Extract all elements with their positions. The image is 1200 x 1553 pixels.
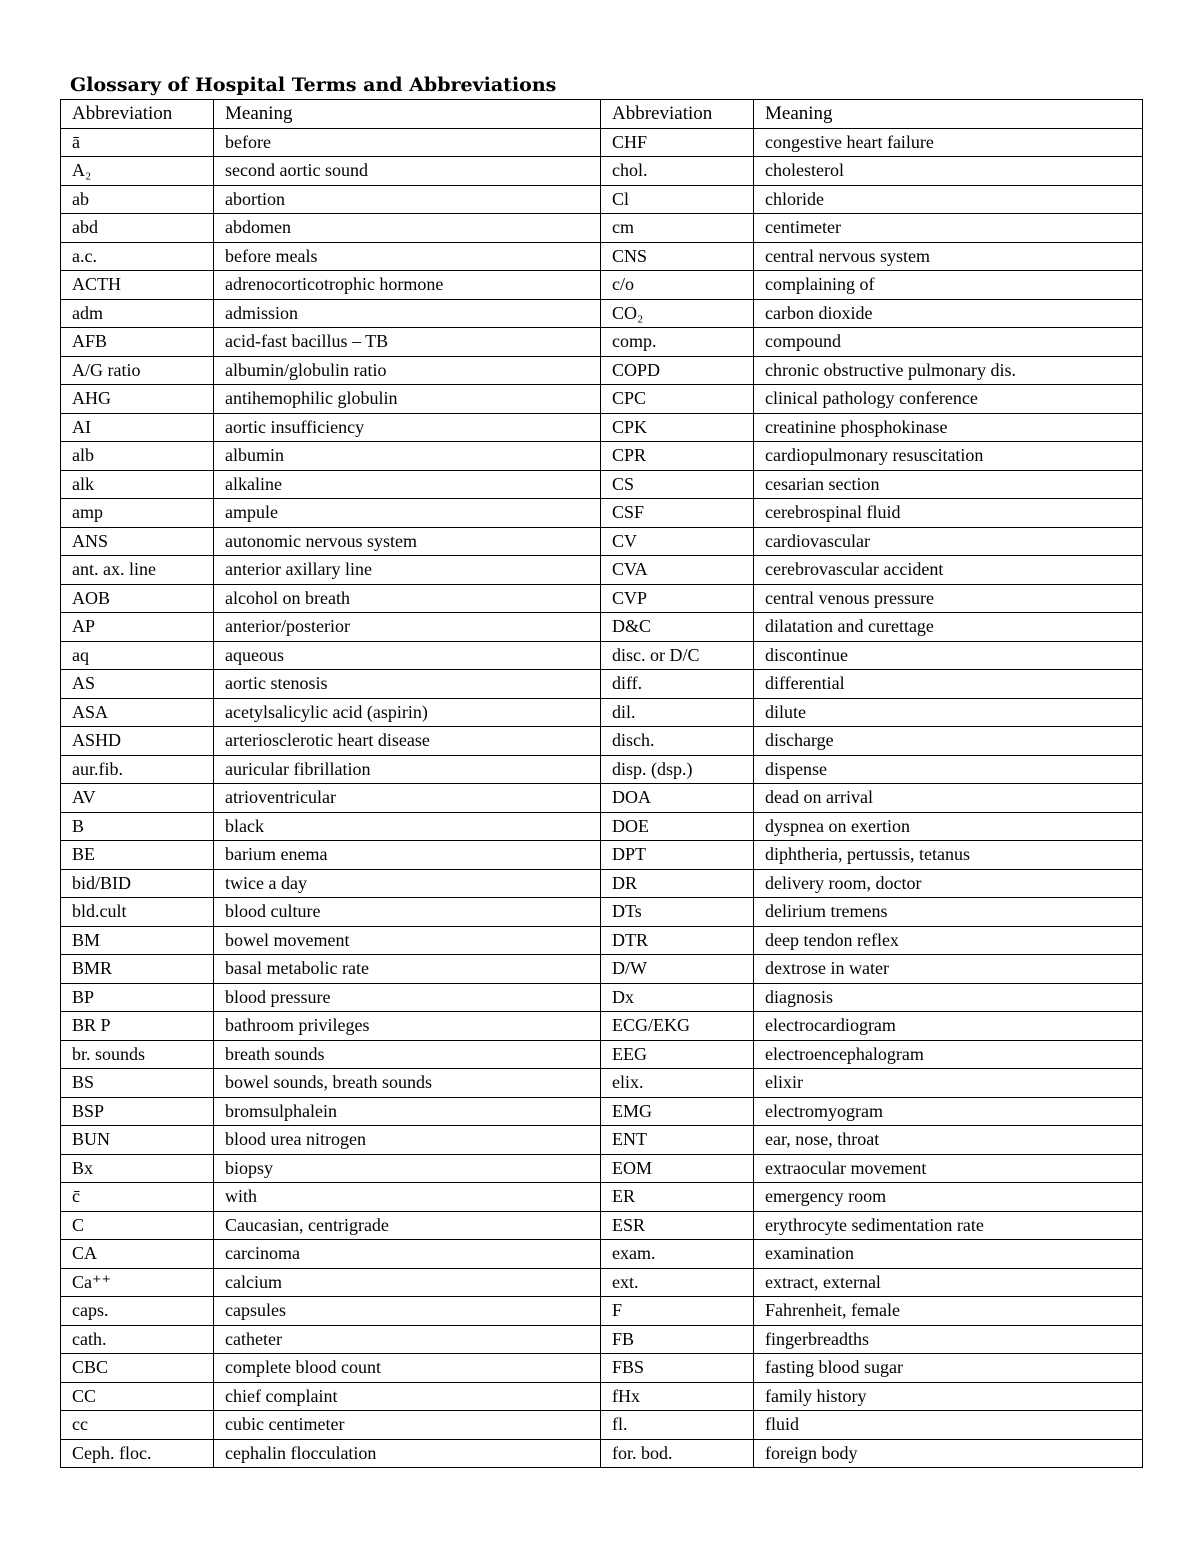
meaning-cell: blood pressure: [214, 983, 601, 1012]
abbreviation-cell-2: fHx: [601, 1382, 754, 1411]
table-row: [61, 584, 1143, 613]
abbreviation-cell-2: disc. or D/C: [601, 641, 754, 670]
abbreviation-cell: BUN: [61, 1126, 214, 1155]
meaning-cell-2: clinical pathology conference: [754, 385, 1143, 414]
meaning-cell: bowel sounds, breath sounds: [214, 1069, 601, 1098]
meaning-cell: barium enema: [214, 841, 601, 870]
abbreviation-cell-2: ENT: [601, 1126, 754, 1155]
meaning-cell-2: fluid: [754, 1411, 1143, 1440]
meaning-cell: twice a day: [214, 869, 601, 898]
meaning-cell: carcinoma: [214, 1240, 601, 1269]
table-row: [61, 812, 1143, 841]
meaning-cell-2: fingerbreadths: [754, 1325, 1143, 1354]
meaning-cell: atrioventricular: [214, 784, 601, 813]
abbreviation-cell: BR P: [61, 1012, 214, 1041]
meaning-cell: black: [214, 812, 601, 841]
table-row: [61, 271, 1143, 300]
abbreviation-cell: ANS: [61, 527, 214, 556]
abbreviation-cell-2: Cl: [601, 185, 754, 214]
meaning-cell-2: discharge: [754, 727, 1143, 756]
abbreviation-cell: cath.: [61, 1325, 214, 1354]
abbreviation-cell: AI: [61, 413, 214, 442]
table-row: [61, 470, 1143, 499]
meaning-cell: alkaline: [214, 470, 601, 499]
abbreviation-cell-2: ER: [601, 1183, 754, 1212]
meaning-cell-2: dextrose in water: [754, 955, 1143, 984]
meaning-cell: second aortic sound: [214, 157, 601, 186]
meaning-cell-2: cardiopulmonary resuscitation: [754, 442, 1143, 471]
table-row: [61, 356, 1143, 385]
table-row: [61, 613, 1143, 642]
meaning-cell-2: family history: [754, 1382, 1143, 1411]
abbreviation-cell: Ceph. floc.: [61, 1439, 214, 1468]
meaning-cell-2: cesarian section: [754, 470, 1143, 499]
meaning-cell: abdomen: [214, 214, 601, 243]
column-header-meaning-2: Meaning: [754, 100, 1143, 129]
abbreviation-cell: alk: [61, 470, 214, 499]
meaning-cell: aortic insufficiency: [214, 413, 601, 442]
abbreviation-cell: AV: [61, 784, 214, 813]
abbreviation-cell-2: dil.: [601, 698, 754, 727]
table-row: [61, 1097, 1143, 1126]
abbreviation-cell: a.c.: [61, 242, 214, 271]
abbreviation-cell-2: FB: [601, 1325, 754, 1354]
table-row: [61, 898, 1143, 927]
table-row: [61, 727, 1143, 756]
meaning-cell: acetylsalicylic acid (aspirin): [214, 698, 601, 727]
abbreviation-cell-2: F: [601, 1297, 754, 1326]
meaning-cell: complete blood count: [214, 1354, 601, 1383]
abbreviation-cell: ASHD: [61, 727, 214, 756]
abbreviation-cell: A₂: [61, 157, 214, 186]
meaning-cell-2: dilute: [754, 698, 1143, 727]
abbreviation-cell: AHG: [61, 385, 214, 414]
table-header-row: [61, 100, 1143, 129]
table-row: [61, 1268, 1143, 1297]
meaning-cell: before: [214, 128, 601, 157]
table-row: [61, 128, 1143, 157]
abbreviation-cell-2: CO₂: [601, 299, 754, 328]
abbreviation-cell-2: disp. (dsp.): [601, 755, 754, 784]
meaning-cell-2: chloride: [754, 185, 1143, 214]
meaning-cell-2: cardiovascular: [754, 527, 1143, 556]
table-row: [61, 499, 1143, 528]
abbreviation-cell-2: CPC: [601, 385, 754, 414]
meaning-cell-2: emergency room: [754, 1183, 1143, 1212]
meaning-cell-2: dead on arrival: [754, 784, 1143, 813]
abbreviation-cell-2: COPD: [601, 356, 754, 385]
abbreviation-cell-2: DTR: [601, 926, 754, 955]
table-row: [61, 1325, 1143, 1354]
abbreviation-cell: adm: [61, 299, 214, 328]
meaning-cell-2: elixir: [754, 1069, 1143, 1098]
table-row: [61, 1439, 1143, 1468]
meaning-cell-2: cerebrospinal fluid: [754, 499, 1143, 528]
abbreviation-cell: Bx: [61, 1154, 214, 1183]
table-row: [61, 1040, 1143, 1069]
table-row: [61, 1183, 1143, 1212]
abbreviation-cell-2: disch.: [601, 727, 754, 756]
meaning-cell: bowel movement: [214, 926, 601, 955]
meaning-cell: aqueous: [214, 641, 601, 670]
abbreviation-cell-2: diff.: [601, 670, 754, 699]
abbreviation-cell-2: CVA: [601, 556, 754, 585]
abbreviation-cell: caps.: [61, 1297, 214, 1326]
table-row: [61, 157, 1143, 186]
abbreviation-cell: aq: [61, 641, 214, 670]
abbreviation-cell: AS: [61, 670, 214, 699]
abbreviation-cell: AOB: [61, 584, 214, 613]
table-row: [61, 385, 1143, 414]
meaning-cell: bathroom privileges: [214, 1012, 601, 1041]
abbreviation-cell-2: CS: [601, 470, 754, 499]
abbreviation-cell-2: CNS: [601, 242, 754, 271]
meaning-cell: calcium: [214, 1268, 601, 1297]
meaning-cell-2: central nervous system: [754, 242, 1143, 271]
abbreviation-cell: ACTH: [61, 271, 214, 300]
glossary-table: [60, 99, 1143, 1468]
abbreviation-cell: aur.fib.: [61, 755, 214, 784]
abbreviation-cell: amp: [61, 499, 214, 528]
abbreviation-cell: Ca⁺⁺: [61, 1268, 214, 1297]
abbreviation-cell-2: chol.: [601, 157, 754, 186]
meaning-cell: biopsy: [214, 1154, 601, 1183]
meaning-cell: antihemophilic globulin: [214, 385, 601, 414]
meaning-cell-2: creatinine phosphokinase: [754, 413, 1143, 442]
abbreviation-cell: BM: [61, 926, 214, 955]
meaning-cell: alcohol on breath: [214, 584, 601, 613]
meaning-cell-2: dilatation and curettage: [754, 613, 1143, 642]
meaning-cell: anterior axillary line: [214, 556, 601, 585]
abbreviation-cell: BS: [61, 1069, 214, 1098]
table-row: [61, 1069, 1143, 1098]
abbreviation-cell-2: for. bod.: [601, 1439, 754, 1468]
meaning-cell-2: ear, nose, throat: [754, 1126, 1143, 1155]
table-row: [61, 442, 1143, 471]
table-row: [61, 1240, 1143, 1269]
abbreviation-cell: BP: [61, 983, 214, 1012]
meaning-cell: bromsulphalein: [214, 1097, 601, 1126]
meaning-cell-2: complaining of: [754, 271, 1143, 300]
abbreviation-cell: ab: [61, 185, 214, 214]
abbreviation-cell: bid/BID: [61, 869, 214, 898]
abbreviation-cell: c̄: [61, 1183, 214, 1212]
table-row: [61, 1211, 1143, 1240]
meaning-cell-2: cholesterol: [754, 157, 1143, 186]
table-row: [61, 556, 1143, 585]
abbreviation-cell: AFB: [61, 328, 214, 357]
abbreviation-cell-2: comp.: [601, 328, 754, 357]
table-row: [61, 755, 1143, 784]
abbreviation-cell-2: exam.: [601, 1240, 754, 1269]
meaning-cell-2: differential: [754, 670, 1143, 699]
meaning-cell-2: extraocular movement: [754, 1154, 1143, 1183]
table-row: [61, 299, 1143, 328]
table-row: [61, 841, 1143, 870]
meaning-cell-2: central venous pressure: [754, 584, 1143, 613]
meaning-cell: basal metabolic rate: [214, 955, 601, 984]
meaning-cell: aortic stenosis: [214, 670, 601, 699]
abbreviation-cell-2: ESR: [601, 1211, 754, 1240]
meaning-cell-2: electrocardiogram: [754, 1012, 1143, 1041]
meaning-cell: albumin/globulin ratio: [214, 356, 601, 385]
meaning-cell: catheter: [214, 1325, 601, 1354]
meaning-cell: before meals: [214, 242, 601, 271]
abbreviation-cell-2: EMG: [601, 1097, 754, 1126]
table-row: [61, 413, 1143, 442]
meaning-cell: breath sounds: [214, 1040, 601, 1069]
abbreviation-cell: br. sounds: [61, 1040, 214, 1069]
meaning-cell-2: examination: [754, 1240, 1143, 1269]
abbreviation-cell: ant. ax. line: [61, 556, 214, 585]
meaning-cell: abortion: [214, 185, 601, 214]
meaning-cell-2: foreign body: [754, 1439, 1143, 1468]
glossary-table-body: [61, 100, 1143, 1468]
abbreviation-cell-2: CSF: [601, 499, 754, 528]
abbreviation-cell-2: FBS: [601, 1354, 754, 1383]
abbreviation-cell: BMR: [61, 955, 214, 984]
meaning-cell-2: cerebrovascular accident: [754, 556, 1143, 585]
meaning-cell: cubic centimeter: [214, 1411, 601, 1440]
abbreviation-cell-2: CPK: [601, 413, 754, 442]
meaning-cell-2: deep tendon reflex: [754, 926, 1143, 955]
abbreviation-cell: C: [61, 1211, 214, 1240]
meaning-cell: adrenocorticotrophic hormone: [214, 271, 601, 300]
abbreviation-cell-2: elix.: [601, 1069, 754, 1098]
meaning-cell: anterior/posterior: [214, 613, 601, 642]
meaning-cell: arteriosclerotic heart disease: [214, 727, 601, 756]
table-row: [61, 670, 1143, 699]
meaning-cell-2: diphtheria, pertussis, tetanus: [754, 841, 1143, 870]
meaning-cell-2: carbon dioxide: [754, 299, 1143, 328]
meaning-cell-2: compound: [754, 328, 1143, 357]
table-row: [61, 1126, 1143, 1155]
meaning-cell: albumin: [214, 442, 601, 471]
table-row: [61, 214, 1143, 243]
meaning-cell-2: chronic obstructive pulmonary dis.: [754, 356, 1143, 385]
meaning-cell-2: delivery room, doctor: [754, 869, 1143, 898]
meaning-cell-2: dyspnea on exertion: [754, 812, 1143, 841]
abbreviation-cell-2: DPT: [601, 841, 754, 870]
abbreviation-cell: B: [61, 812, 214, 841]
meaning-cell-2: discontinue: [754, 641, 1143, 670]
meaning-cell-2: extract, external: [754, 1268, 1143, 1297]
column-header-abbreviation-2: Abbreviation: [601, 100, 754, 129]
meaning-cell: admission: [214, 299, 601, 328]
abbreviation-cell-2: D/W: [601, 955, 754, 984]
abbreviation-cell-2: CV: [601, 527, 754, 556]
abbreviation-cell-2: EEG: [601, 1040, 754, 1069]
abbreviation-cell: CBC: [61, 1354, 214, 1383]
table-row: [61, 784, 1143, 813]
table-row: [61, 983, 1143, 1012]
table-row: [61, 1012, 1143, 1041]
abbreviation-cell: CC: [61, 1382, 214, 1411]
meaning-cell-2: electroencephalogram: [754, 1040, 1143, 1069]
document-page: [60, 72, 1142, 1468]
abbreviation-cell-2: DTs: [601, 898, 754, 927]
table-row: [61, 1382, 1143, 1411]
meaning-cell: chief complaint: [214, 1382, 601, 1411]
abbreviation-cell: ā: [61, 128, 214, 157]
column-header-meaning: Meaning: [214, 100, 601, 129]
meaning-cell: acid-fast bacillus – TB: [214, 328, 601, 357]
meaning-cell: blood urea nitrogen: [214, 1126, 601, 1155]
meaning-cell-2: congestive heart failure: [754, 128, 1143, 157]
abbreviation-cell: bld.cult: [61, 898, 214, 927]
table-row: [61, 869, 1143, 898]
column-header-abbreviation: Abbreviation: [61, 100, 214, 129]
meaning-cell-2: delirium tremens: [754, 898, 1143, 927]
meaning-cell-2: fasting blood sugar: [754, 1354, 1143, 1383]
table-row: [61, 527, 1143, 556]
abbreviation-cell-2: DOA: [601, 784, 754, 813]
meaning-cell: blood culture: [214, 898, 601, 927]
abbreviation-cell: A/G ratio: [61, 356, 214, 385]
meaning-cell-2: erythrocyte sedimentation rate: [754, 1211, 1143, 1240]
abbreviation-cell-2: fl.: [601, 1411, 754, 1440]
meaning-cell: with: [214, 1183, 601, 1212]
table-row: [61, 242, 1143, 271]
table-row: [61, 926, 1143, 955]
meaning-cell: Caucasian, centrigrade: [214, 1211, 601, 1240]
document-title: Glossary of Hospital Terms and Abbreviations: [70, 74, 557, 96]
abbreviation-cell-2: ECG/EKG: [601, 1012, 754, 1041]
table-row: [61, 1154, 1143, 1183]
table-row: [61, 955, 1143, 984]
abbreviation-cell-2: ext.: [601, 1268, 754, 1297]
abbreviation-cell-2: D&C: [601, 613, 754, 642]
meaning-cell-2: dispense: [754, 755, 1143, 784]
abbreviation-cell-2: cm: [601, 214, 754, 243]
meaning-cell-2: centimeter: [754, 214, 1143, 243]
abbreviation-cell-2: CVP: [601, 584, 754, 613]
table-row: [61, 641, 1143, 670]
meaning-cell: ampule: [214, 499, 601, 528]
table-row: [61, 328, 1143, 357]
table-row: [61, 1411, 1143, 1440]
abbreviation-cell-2: DR: [601, 869, 754, 898]
abbreviation-cell-2: DOE: [601, 812, 754, 841]
meaning-cell-2: diagnosis: [754, 983, 1143, 1012]
table-row: [61, 698, 1143, 727]
abbreviation-cell-2: Dx: [601, 983, 754, 1012]
abbreviation-cell: AP: [61, 613, 214, 642]
abbreviation-cell-2: CHF: [601, 128, 754, 157]
meaning-cell-2: electromyogram: [754, 1097, 1143, 1126]
abbreviation-cell: ASA: [61, 698, 214, 727]
meaning-cell: autonomic nervous system: [214, 527, 601, 556]
abbreviation-cell: cc: [61, 1411, 214, 1440]
table-row: [61, 1354, 1143, 1383]
abbreviation-cell-2: EOM: [601, 1154, 754, 1183]
abbreviation-cell-2: c/o: [601, 271, 754, 300]
meaning-cell: capsules: [214, 1297, 601, 1326]
abbreviation-cell: CA: [61, 1240, 214, 1269]
table-row: [61, 185, 1143, 214]
abbreviation-cell: abd: [61, 214, 214, 243]
abbreviation-cell: BSP: [61, 1097, 214, 1126]
abbreviation-cell: alb: [61, 442, 214, 471]
meaning-cell: cephalin flocculation: [214, 1439, 601, 1468]
abbreviation-cell-2: CPR: [601, 442, 754, 471]
table-row: [61, 1297, 1143, 1326]
meaning-cell: auricular fibrillation: [214, 755, 601, 784]
abbreviation-cell: BE: [61, 841, 214, 870]
meaning-cell-2: Fahrenheit, female: [754, 1297, 1143, 1326]
